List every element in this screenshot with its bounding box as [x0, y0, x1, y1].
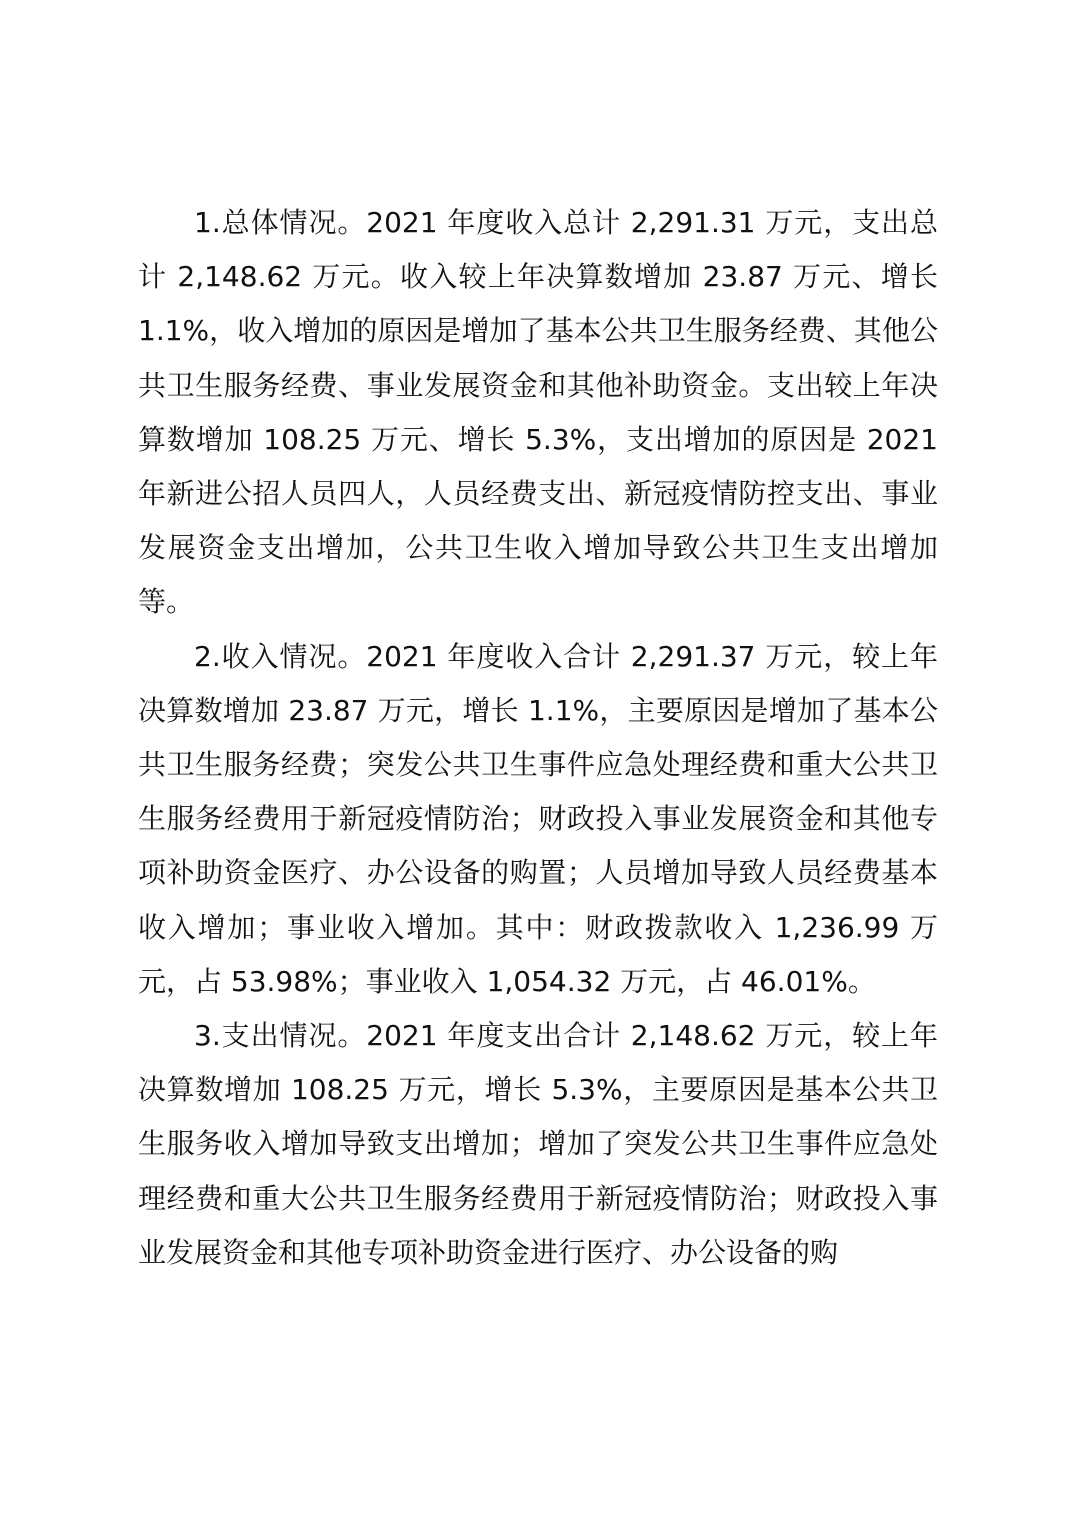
- paragraph-expenditure-situation: 3.支出情况。2021 年度支出合计 2,148.62 万元，较上年决算数增加 108.25 万元，增长 5.3%，主要原因是基本公共卫生服务收入增加导致支出增加；增加了突发公共卫生事件应急处理经费和重大公共卫生服务经费用于新冠疫情防治；财政投入事业发展资金和其他专项补助资金进行医疗、办公设备的购: [138, 1019, 938, 1269]
- paragraph-overall-situation: 1.总体情况。2021 年度收入总计 2,291.31 万元，支出总计 2,148.62 万元。收入较上年决算数增加 23.87 万元、增长 1.1%，收入增加的原因是增加了基本公共卫生服务经费、其他公共卫生服务经费、事业发展资金和其他补助资金。支出较上年决算数增加 108.25 万元、增长 5.3%，支出增加的原因是 2021 年新进公招人员四人，人员经费支出、新冠疫情防控支出、事业发展资金支出增加，公共卫生收入增加导致公共卫生支出增加等。: [138, 206, 938, 619]
- paragraph-income-situation: 2.收入情况。2021 年度收入合计 2,291.37 万元，较上年决算数增加 23.87 万元，增长 1.1%，主要原因是增加了基本公共卫生服务经费；突发公共卫生事件应急处理经费和重大公共卫生服务经费用于新冠疫情防治；财政投入事业发展资金和其他专项补助资金医疗、办公设备的购置；人员增加导致人员经费基本收入增加；事业收入增加。其中：财政拨款收入 1,236.99 万元，占 53.98%；事业收入 1,054.32 万元，占 46.01%。: [138, 639, 938, 998]
- document-body: [138, 196, 938, 1280]
